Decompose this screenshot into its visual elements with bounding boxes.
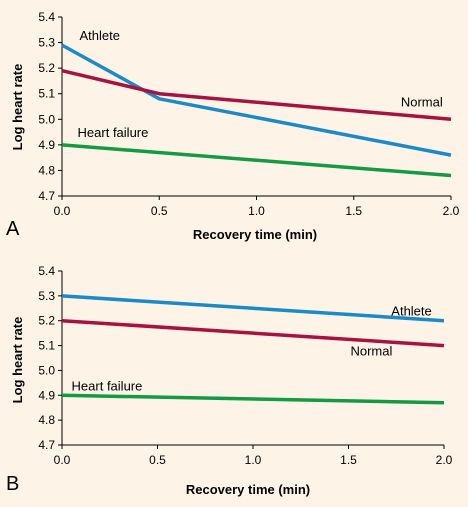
- x-tick-label: 1.0: [248, 204, 265, 218]
- x-tick-label: 0.0: [53, 453, 71, 467]
- y-tick-label: 5.3: [38, 288, 55, 303]
- series-label-normal: Normal: [350, 343, 393, 359]
- y-tick-label: 5.1: [38, 86, 55, 101]
- series-label-athlete: Athlete: [391, 303, 432, 319]
- series-label-normal: Normal: [400, 94, 443, 110]
- y-axis-label-b: Log heart rate: [10, 316, 25, 404]
- y-tick-label: 4.9: [38, 137, 55, 152]
- y-tick-label: 5.2: [38, 61, 55, 76]
- chart-panel-b: [6, 264, 453, 497]
- x-axis-label-b: Recovery time (min): [185, 482, 311, 497]
- x-axis-label-a: Recovery time (min): [192, 227, 318, 242]
- x-tick-label: 1.0: [244, 453, 262, 467]
- y-tick-label: 4.9: [38, 388, 55, 403]
- series-line-heart-failure: [62, 145, 451, 176]
- series-line-normal: [62, 321, 444, 346]
- y-tick-label: 4.8: [38, 163, 55, 178]
- y-tick-label: 5.0: [38, 112, 55, 127]
- panel-label-b: B: [6, 473, 20, 495]
- x-tick-label: 0.5: [150, 204, 168, 218]
- y-tick-label: 5.4: [38, 264, 55, 278]
- series-label-heart-failure: Heart failure: [77, 125, 149, 141]
- y-axis-label-a: Log heart rate: [10, 63, 25, 151]
- y-tick-label: 5.1: [38, 338, 55, 353]
- series-a: [62, 45, 451, 175]
- y-tick-label: 4.7: [38, 438, 55, 452]
- x-tick-label: 2.0: [442, 204, 460, 218]
- x-tick-label: 2.0: [435, 453, 453, 467]
- x-tick-label: 1.5: [345, 204, 363, 218]
- series-line-heart-failure: [62, 395, 444, 402]
- y-tick-label: 5.0: [38, 363, 55, 378]
- series-line-athlete: [62, 296, 444, 321]
- y-tick-label: 5.2: [38, 313, 55, 328]
- x-tick-label: 0.5: [149, 453, 166, 467]
- chart-panel-a: [6, 10, 460, 242]
- y-tick-label: 5.4: [38, 10, 55, 24]
- axes-a: [62, 17, 451, 196]
- y-tick-label: 5.3: [38, 35, 55, 50]
- panel-label-a: A: [6, 218, 20, 240]
- series-label-athlete: Athlete: [79, 28, 120, 44]
- x-tick-label: 0.0: [53, 204, 71, 218]
- series-label-heart-failure: Heart failure: [71, 378, 143, 394]
- x-tick-label: 1.5: [340, 453, 357, 467]
- y-tick-label: 4.7: [38, 189, 55, 203]
- ticks-b: [38, 264, 452, 467]
- y-tick-label: 4.8: [38, 413, 55, 428]
